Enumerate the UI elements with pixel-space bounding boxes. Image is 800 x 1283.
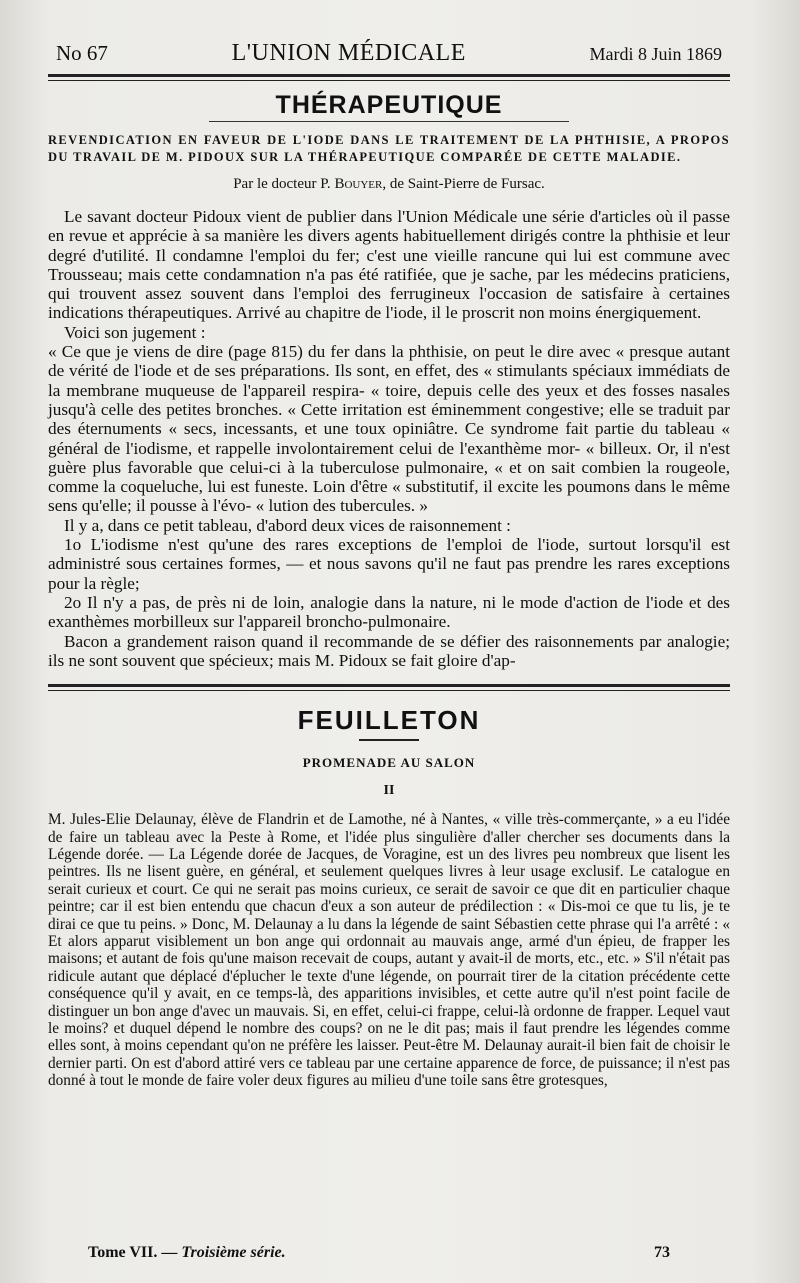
paragraph-4: 1o L'iodisme n'est qu'une des rares exceptions de l'emploi de l'iode, surtout lorsqu'il est administré sous certaines formes, — et nous savons qu'il ne faut pas prendre les rares exceptions pour la règle; bbox=[48, 535, 730, 593]
feuilleton-subtitle: PROMENADE AU SALON bbox=[302, 755, 476, 771]
feuilleton-paragraph: M. Jules-Elie Delaunay, élève de Flandrin et de Lamothe, né à Nantes, « ville très-commerçante, » a eu l'idée de faire un tableau avec la Peste à Rome, et l'idée plus singulière d'aller chercher ses documents dans la Légende dorée. — La Légende dorée de Jacques, de Voragine, est un des livres peu nombreux que lisent les peintres. Ils ne lisent guère, en général, et seulement quelques livres à leur usage exclusif. Le catalogue en serait curieux et court. Ce qui ne serait pas moins curieux, ce serait de savoir ce que dit en particulier chaque peintre; car il est bien entendu que chacun d'eux a son auteur de prédilection : « Dis-moi ce que tu lis, je te dirai ce que tu peins. » Donc, M. Delaunay a lu dans la légende de saint Sébastien cette phrase qui l'a arrêté : « Et alors apparut visiblement un bon ange qui ordonnait au mauvais ange, armé d'un épieu, de frapper les maisons; et autant de fois qu'une maison recevait de coups, autant y avait-il de morts, etc., etc. » S'il n'était pas ridicule autant que déplacé d'éplucher le texte d'une légende, on pourrait tirer de la citation précédente cette conséquence qu'il y avait, en ce temps-là, des apparitions invisibles, et cette autre qu'il n'est point facile de distinguer un bon ange d'avec un mauvais. Si, en effet, celui-ci frappe, celui-là ordonne de frapper. Lequel vaut le moins? et duquel dépend le nombre des coups? on ne le dit pas; mais il faut prendre les légendes comme elles sont, à moins cependant qu'on ne préfère les laisser. Peut-être M. Delaunay aurait-il bien fait de choisir le dernier parti. On est d'abord attiré vers ce tableau par une certaine apparence de force, de puissance; il n'est pas donné à tout le monde de faire voler deux figures au milieu d'une toile sans être grotesques, bbox=[48, 811, 730, 1090]
article-title: REVENDICATION EN FAVEUR DE L'IODE DANS LE TRAITEMENT DE LA PHTHISIE, A PROPOS DU TRAVAIL DE M. PIDOUX SUR LA THÉRAPEUTIQUE COMPARÉE DE CETTE MALADIE. bbox=[48, 133, 730, 164]
author-name: Bouyer bbox=[334, 176, 383, 192]
section-title: THÉRAPEUTIQUE bbox=[275, 91, 503, 119]
byline-suffix: , de Saint-Pierre de Fursac. bbox=[382, 176, 545, 192]
masthead bbox=[48, 40, 730, 70]
article-body bbox=[48, 207, 730, 670]
header-rule bbox=[48, 74, 730, 81]
feuilleton-title: FEUILLETON bbox=[297, 705, 481, 736]
feuilleton-rule bbox=[48, 684, 730, 691]
quotation bbox=[48, 342, 730, 516]
chapter-numeral: II bbox=[383, 783, 395, 799]
section-underline bbox=[209, 121, 569, 122]
issue-number: No 67 bbox=[56, 41, 108, 65]
journal-title: L'UNION MÉDICALE bbox=[231, 40, 466, 66]
quote-text: « Ce que je viens de dire (page 815) du fer dans la phthisie, on peut le dire avec « presque autant de vérité de l'iode et de ses préparations. Ils sont, en effet, des « stimulants spéciaux immédiats de la membrane muqueuse de l'appareil respira- « toire, depuis celle des yeux et des fosses nasales jusqu'à celle des petites bronches. « Cette irritation est éminemment congestive; elle se traduit par des éternuments « secs, incessants, et une toux opiniâtre. Ce syndrome fait partie du tableau « général de l'iodisme, et rappelle involontairement celui de l'exanthème mor- « billeux. Or, il n'est guère plus favorable que celui-ci à la tuberculose pulmonaire, « et on sait combien la rougeole, comme la coqueluche, lui est funeste. Loin d'être « substitutif, il excite les poumons dans le même sens qu'elle; il pousse à l'évo- « lution des tubercules. » bbox=[48, 342, 730, 516]
paragraph-2: Voici son jugement : bbox=[64, 322, 206, 342]
issue-date: Mardi 8 Juin 1869 bbox=[589, 44, 722, 64]
volume-info bbox=[88, 1244, 286, 1262]
feuilleton-underline bbox=[359, 739, 419, 741]
tome-label: Tome VII. — bbox=[88, 1244, 178, 1261]
paragraph-5: 2o Il n'y a pas, de près ni de loin, analogie dans la nature, ni le mode d'action de l'iode et des exanthèmes morbilleux sur l'appareil broncho-pulmonaire. bbox=[48, 592, 730, 632]
byline bbox=[48, 176, 730, 193]
series-label: Troisième série. bbox=[181, 1244, 286, 1261]
page-footer bbox=[88, 1244, 670, 1262]
byline-prefix: Par le docteur P. bbox=[233, 176, 331, 192]
paragraph-3: Il y a, dans ce petit tableau, d'abord deux vices de raisonnement : bbox=[64, 515, 511, 535]
paragraph-1: Le savant docteur Pidoux vient de publier dans l'Union Médicale une série d'articles où il passe en revue et apprécie à sa manière les divers agents habituellement dirigés contre la phthisie et leur degré d'utilité. Il condamne l'emploi du fer; c'est une vieille rancune qui lui est commune avec Trousseau; mais cette condamnation n'a pas été ratifiée, que je sache, par les médecins praticiens, qui trouvent assez souvent dans l'emploi des ferrugineux l'occasion de satisfaire à certaines indications thérapeutiques. Arrivé au chapitre de l'iode, il le proscrit non moins énergiquement. bbox=[48, 207, 730, 323]
paragraph-6: Bacon a grandement raison quand il recommande de se défier des raisonnements par analogie; ils ne sont souvent que spécieux; mais M. Pidoux se fait gloire d'ap- bbox=[48, 631, 730, 670]
feuilleton-body bbox=[48, 811, 730, 1090]
page-number: 73 bbox=[654, 1244, 670, 1261]
